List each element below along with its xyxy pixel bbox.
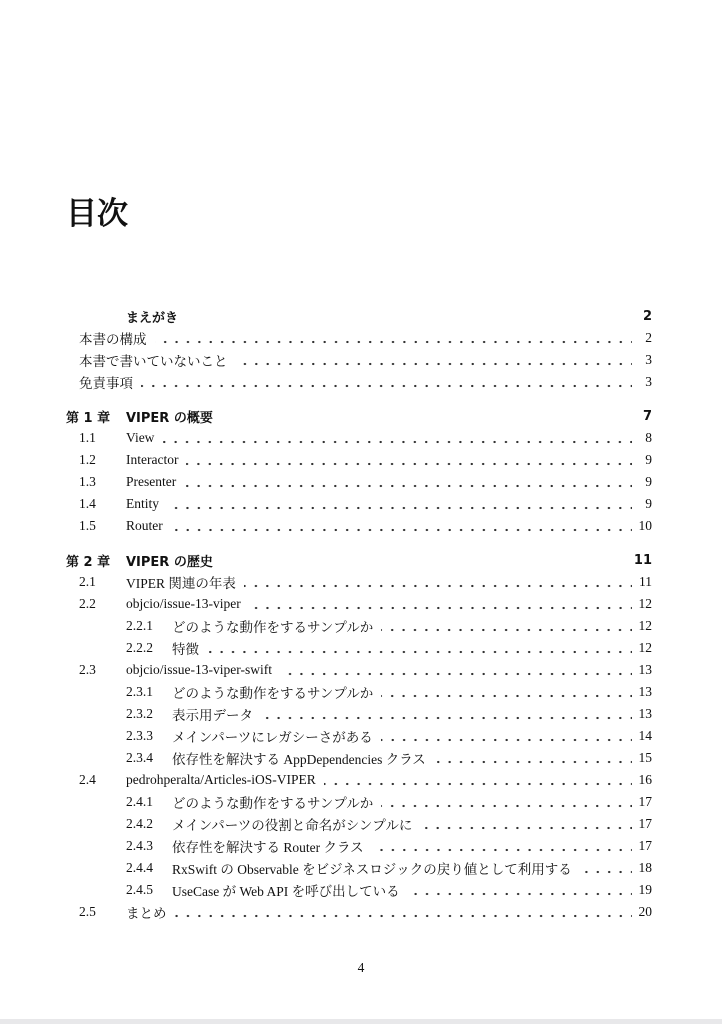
- toc-subsection-entry[interactable]: [66, 637, 652, 659]
- entry-page-number: 12: [638, 618, 652, 633]
- entry-number: 1.2: [79, 452, 96, 467]
- dot-leader: [236, 349, 633, 371]
- entry-number: 2.4.3: [126, 838, 153, 853]
- entry-number: 2.4: [79, 772, 96, 787]
- entry-page-number: 3: [645, 352, 652, 367]
- dot-leader: [141, 371, 632, 393]
- dot-leader: [580, 857, 632, 879]
- entry-number: 2.2.2: [126, 640, 153, 655]
- entry-number: 2.5: [79, 904, 96, 919]
- entry-number: 第 2 章: [66, 554, 111, 570]
- dot-leader: [372, 835, 632, 857]
- dot-leader: [171, 515, 632, 537]
- entry-title: 本書で書いていないこと: [79, 354, 228, 369]
- entry-page-number: 17: [638, 816, 652, 831]
- dot-leader: [207, 637, 632, 659]
- entry-title: objcio/issue-13-viper: [126, 596, 241, 611]
- toc-subsection-entry[interactable]: [66, 835, 652, 857]
- entry-page-number: 7: [642, 408, 652, 424]
- entry-title: 本書の構成: [79, 332, 147, 347]
- toc-subsection-entry[interactable]: [66, 813, 652, 835]
- toc-section-entry[interactable]: [66, 571, 652, 593]
- entry-title: Interactor: [126, 452, 179, 467]
- entry-title: メインパーツの役割と命名がシンプルに: [172, 818, 413, 833]
- entry-page-number: 13: [638, 684, 652, 699]
- entry-page-number: 11: [633, 552, 652, 568]
- entry-title: 表示用データ: [172, 708, 253, 723]
- toc-section-entry[interactable]: [66, 427, 652, 449]
- entry-page-number: 12: [638, 640, 652, 655]
- toc-chapter-entry[interactable]: [66, 405, 652, 427]
- entry-page-number: 9: [645, 496, 652, 511]
- toc-subsection-entry[interactable]: [66, 879, 652, 901]
- entry-number: 2.3.3: [126, 728, 153, 743]
- entry-title: まえがき: [126, 310, 179, 326]
- entry-page-number: 9: [645, 452, 652, 467]
- viewer-bottom-edge: [0, 1019, 722, 1024]
- dot-leader: [249, 593, 632, 615]
- entry-title: Entity: [126, 496, 159, 511]
- entry-title: どのような動作をするサンプルか: [172, 796, 374, 811]
- entry-page-number: 17: [638, 838, 652, 853]
- entry-page-number: 12: [638, 596, 652, 611]
- entry-number: 2.3.1: [126, 684, 153, 699]
- entry-number: 2.3.2: [126, 706, 153, 721]
- toc-section-entry[interactable]: [66, 327, 652, 349]
- entry-title: 依存性を解決する Router クラス: [172, 840, 364, 855]
- entry-page-number: 10: [638, 518, 652, 533]
- toc-section-entry[interactable]: [66, 471, 652, 493]
- dot-leader: [175, 901, 633, 923]
- toc-section-entry[interactable]: [66, 593, 652, 615]
- dot-leader: [155, 327, 633, 349]
- table-of-contents: [66, 305, 652, 923]
- dot-leader: [162, 427, 632, 449]
- entry-page-number: 15: [638, 750, 652, 765]
- toc-chapter-entry[interactable]: [66, 305, 652, 327]
- entry-title: pedrohperalta/Articles-iOS-VIPER: [126, 772, 316, 787]
- entry-page-number: 11: [639, 574, 652, 589]
- dot-leader: [381, 615, 632, 637]
- dot-leader: [381, 725, 632, 747]
- entry-title: VIPER 関連の年表: [126, 576, 236, 591]
- entry-page-number: 3: [645, 374, 652, 389]
- toc-subsection-entry[interactable]: [66, 703, 652, 725]
- dot-leader: [221, 405, 632, 427]
- entry-page-number: 2: [645, 330, 652, 345]
- toc-section-entry[interactable]: [66, 769, 652, 791]
- entry-number: 2.2.1: [126, 618, 153, 633]
- entry-title: 特徴: [172, 642, 199, 657]
- entry-number: 2.4.5: [126, 882, 153, 897]
- entry-page-number: 20: [638, 904, 652, 919]
- dot-leader: [184, 471, 632, 493]
- toc-section-entry[interactable]: [66, 659, 652, 681]
- entry-title: VIPER の概要: [126, 410, 213, 426]
- dot-leader: [261, 703, 632, 725]
- entry-number: 1.3: [79, 474, 96, 489]
- entry-title: Router: [126, 518, 163, 533]
- entry-title: objcio/issue-13-viper-swift: [126, 662, 272, 677]
- dot-leader: [434, 747, 632, 769]
- dot-leader: [280, 659, 632, 681]
- toc-subsection-entry[interactable]: [66, 615, 652, 637]
- entry-page-number: 2: [642, 308, 652, 324]
- entry-title: メインパーツにレガシーさがある: [172, 730, 373, 745]
- entry-title: Presenter: [126, 474, 177, 489]
- toc-section-entry[interactable]: [66, 371, 652, 393]
- toc-section-entry[interactable]: [66, 493, 652, 515]
- entry-page-number: 14: [638, 728, 652, 743]
- dot-leader: [186, 449, 632, 471]
- toc-subsection-entry[interactable]: [66, 725, 652, 747]
- toc-subsection-entry[interactable]: [66, 857, 652, 879]
- entry-number: 2.3.4: [126, 750, 153, 765]
- entry-page-number: 8: [645, 430, 652, 445]
- entry-title: 免責事項: [79, 376, 133, 391]
- toc-heading: 目次: [66, 196, 128, 232]
- entry-page-number: 13: [638, 706, 652, 721]
- dot-leader: [420, 813, 632, 835]
- entry-page-number: 16: [638, 772, 652, 787]
- entry-page-number: 13: [638, 662, 652, 677]
- dot-leader: [167, 493, 632, 515]
- entry-title: View: [126, 430, 155, 445]
- entry-page-number: 9: [645, 474, 652, 489]
- entry-number: 2.4.4: [126, 860, 153, 875]
- entry-title: どのような動作をするサンプルか: [172, 620, 374, 635]
- toc-section-entry[interactable]: [66, 449, 652, 471]
- entry-number: 2.4.1: [126, 794, 153, 809]
- dot-leader: [381, 681, 632, 703]
- page-number: 4: [357, 960, 365, 975]
- entry-title: まとめ: [126, 906, 167, 921]
- toc-section-entry[interactable]: [66, 515, 652, 537]
- entry-number: 第 1 章: [66, 410, 111, 426]
- entry-page-number: 17: [638, 794, 652, 809]
- entry-title: RxSwift の Observable をビジネスロジックの戻り値として利用する: [172, 862, 572, 877]
- toc-section-entry[interactable]: [66, 349, 652, 371]
- dot-leader: [381, 791, 632, 813]
- entry-number: 2.1: [79, 574, 96, 589]
- toc-subsection-entry[interactable]: [66, 681, 652, 703]
- dot-leader: [221, 549, 628, 571]
- entry-title: 依存性を解決する AppDependencies クラス: [172, 752, 426, 767]
- entry-number: 1.5: [79, 518, 96, 533]
- toc-subsection-entry[interactable]: [66, 791, 652, 813]
- dot-leader: [186, 305, 632, 327]
- entry-title: VIPER の歴史: [126, 554, 213, 570]
- entry-title: どのような動作をするサンプルか: [172, 686, 374, 701]
- entry-number: 1.4: [79, 496, 96, 511]
- dot-leader: [408, 879, 632, 901]
- dot-leader: [324, 769, 632, 791]
- entry-number: 2.3: [79, 662, 96, 677]
- toc-subsection-entry[interactable]: [66, 747, 652, 769]
- toc-chapter-entry[interactable]: [66, 549, 652, 571]
- entry-page-number: 19: [638, 882, 652, 897]
- entry-number: 1.1: [79, 430, 96, 445]
- toc-section-entry[interactable]: [66, 901, 652, 923]
- entry-title: UseCase が Web API を呼び出している: [172, 884, 400, 899]
- dot-leader: [244, 571, 632, 593]
- entry-page-number: 18: [638, 860, 652, 875]
- entry-number: 2.2: [79, 596, 96, 611]
- entry-number: 2.4.2: [126, 816, 153, 831]
